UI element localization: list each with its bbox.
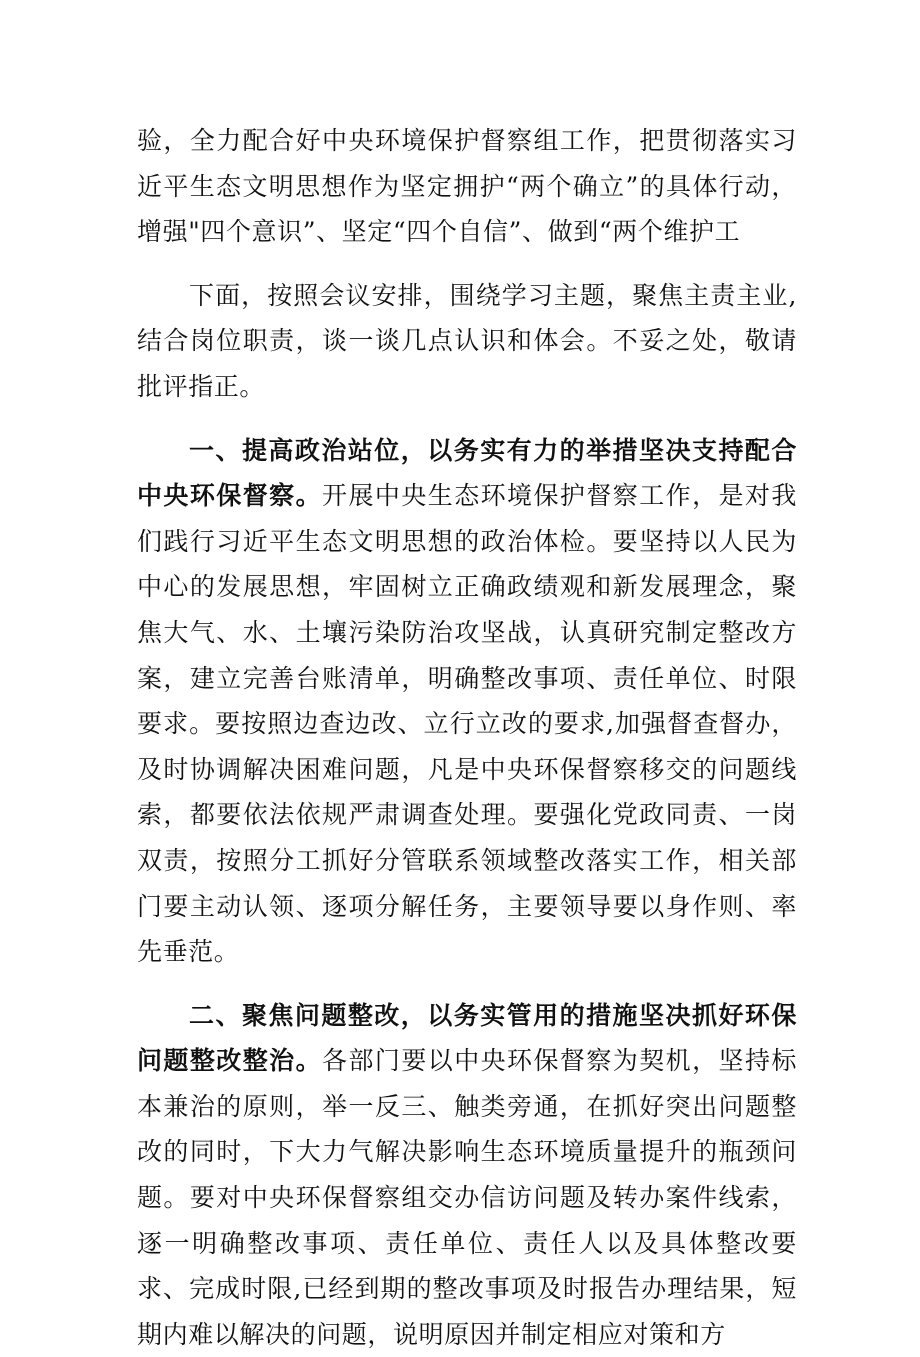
section-heading: 二、聚焦问题整改，以务实管用的措施坚决抓好环保问题整改整治。	[137, 1000, 797, 1076]
paragraph-text: 验，全力配合好中央环境保护督察组工作，把贯彻落实习近平生态文明思想作为坚定拥护“两个确立”的具体行动，增强"四个意识”、坚定“四个自信”、做到“两个维护工	[137, 126, 797, 247]
paragraph-text: 各部门要以中央环保督察为契机，坚持标本兼治的原则，举一反三、触类旁通，在抓好突出问题整改的同时，下大力气解决影响生态环境质量提升的瓶颈问题。要对中央环保督察组交办信访问题及转办案件线索，逐一明确整改事项、责任单位、责任人以及具体整改要求、完成时限,已经到期的整改事项及时报告办理结果，短期内难以解决的问题，说明原因并制定相应对策和方	[137, 1046, 797, 1349]
paragraph-continuation	[137, 118, 797, 255]
paragraph-section-one	[137, 428, 797, 975]
paragraph-intro	[137, 273, 797, 410]
paragraph-section-two	[137, 993, 797, 1357]
paragraph-text: 下面，按照会议安排，围绕学习主题，聚焦主责主业,结合岗位职责，谈一谈几点认识和体会。不妥之处，敬请批评指正。	[137, 280, 797, 401]
document-body	[137, 118, 797, 1357]
paragraph-text: 开展中央生态环境保护督察工作，是对我们践行习近平生态文明思想的政治体检。要坚持以人民为中心的发展思想，牢固树立正确政绩观和新发展理念，聚焦大气、水、土壤污染防治攻坚战，认真研究制定整改方案，建立完善台账清单，明确整改事项、责任单位、时限要求。要按照边查边改、立行立改的要求,加强督查督办，及时协调解决困难问题，凡是中央环保督察移交的问题线索，都要依法依规严肃调查处理。要强化党政同责、一岗双责，按照分工抓好分管联系领域整改落实工作，相关部门要主动认领、逐项分解任务，主要领导要以身作则、率先垂范。	[137, 481, 797, 967]
section-heading: 一、提高政治站位，以务实有力的举措坚决支持配合中央环保督察。	[137, 435, 797, 511]
